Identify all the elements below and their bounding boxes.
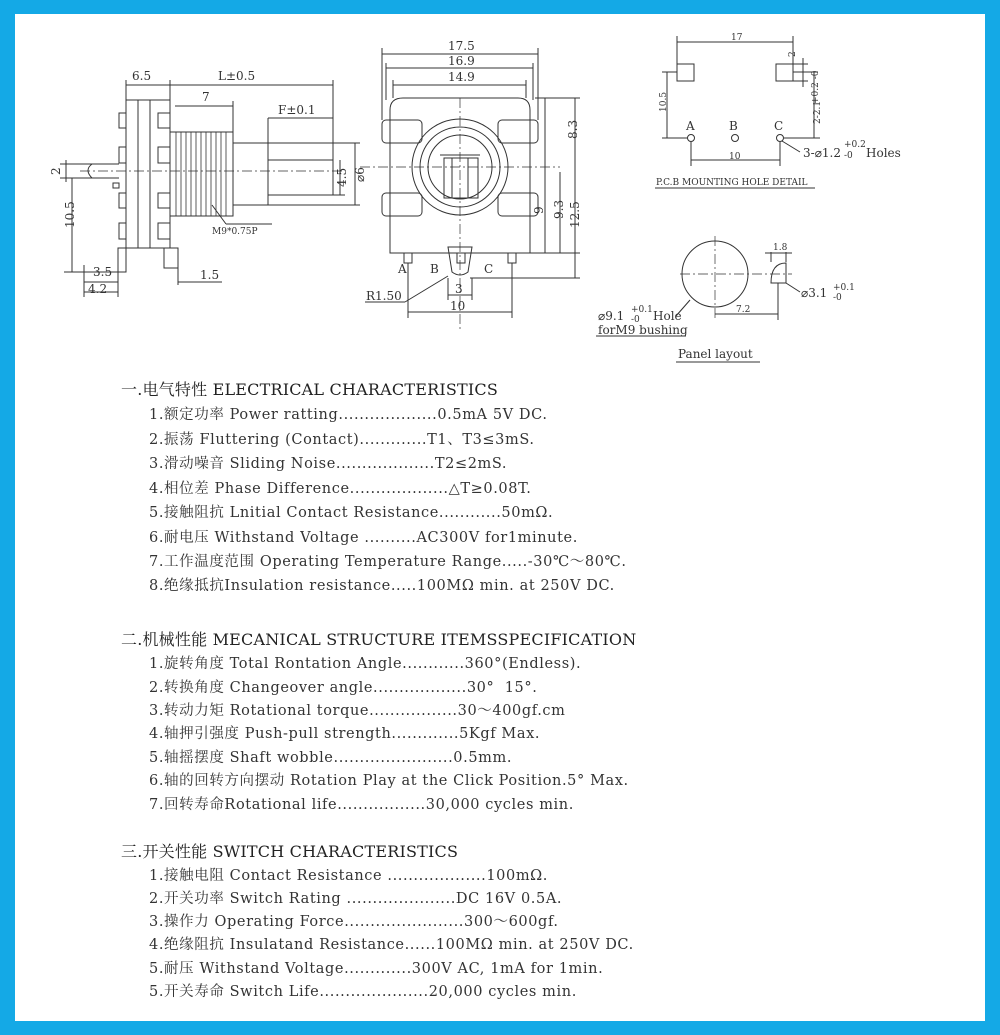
dim-3-5: 3.5 bbox=[93, 265, 113, 279]
dim-8-3: 8.3 bbox=[566, 119, 580, 139]
spec-row: 1.旋转角度 Total Rontation Angle............360°(Endless). bbox=[149, 656, 582, 672]
panel-layout bbox=[596, 236, 800, 362]
pcb-title: P.C.B MOUNTING HOLE DETAIL bbox=[656, 178, 808, 188]
dim-r1-50: R1.50 bbox=[366, 289, 402, 303]
dim-phi6: ⌀6 bbox=[353, 167, 367, 182]
dim-1-5: 1.5 bbox=[200, 268, 220, 282]
spec-row: 3.滑动噪音 Sliding Noise...................T2≤2mS. bbox=[149, 456, 508, 472]
spec-row: 4.轴押引强度 Push-pull strength.............5Kgf Max. bbox=[149, 726, 541, 742]
spec-row: 6.耐电压 Withstand Voltage ..........AC300V for1minute. bbox=[149, 530, 578, 546]
dim-10: 10 bbox=[450, 299, 466, 313]
dim-7: 7 bbox=[202, 90, 210, 104]
spec-row: 7.回转寿命Rotational life.................30,000 cycles min. bbox=[149, 797, 574, 813]
dim-4-5: 4.5 bbox=[335, 167, 349, 187]
dim-l: L±0.5 bbox=[218, 69, 256, 83]
thread-label: M9*0.75P bbox=[212, 227, 258, 237]
technical-drawing bbox=[0, 0, 1000, 370]
section-heading: 一.电气特性 ELECTRICAL CHARACTERISTICS bbox=[121, 380, 499, 399]
spec-row: 6.轴的回转方向摆动 Rotation Play at the Click Position.5° Max. bbox=[149, 773, 629, 789]
pcb-holes-tol-down: -0 bbox=[844, 151, 853, 161]
dim-3: 3 bbox=[455, 282, 463, 296]
pcb-holes-suffix: Holes bbox=[866, 146, 901, 160]
spec-row: 3.转动力矩 Rotational torque.................30～400gf.cm bbox=[149, 703, 566, 719]
panel-hole-suffix: Hole bbox=[653, 309, 682, 323]
spec-row: 2.开关功率 Switch Rating .....................DC 16V 0.5A. bbox=[149, 891, 563, 907]
spec-row: 8.绝缘抵抗Insulation resistance.....100MΩ min. at 250V DC. bbox=[149, 578, 615, 594]
pin-c: C bbox=[484, 262, 494, 276]
pcb-holes: 3-⌀1.2 bbox=[803, 146, 841, 160]
dim-12-5: 12.5 bbox=[568, 201, 582, 228]
pcb-detail bbox=[655, 36, 820, 188]
section-heading: 二.机械性能 MECANICAL STRUCTURE ITEMSSPECIFICATION bbox=[121, 630, 637, 649]
front-view bbox=[360, 48, 580, 330]
pin-b: B bbox=[430, 262, 439, 276]
dim-2: 2 bbox=[49, 167, 63, 175]
spec-row: 7.工作温度范围 Operating Temperature Range.....-30℃～80℃. bbox=[149, 554, 627, 570]
panel-hole-label-2: forM9 bushing bbox=[598, 323, 688, 337]
spec-row: 1.接触电阻 Contact Resistance ...................100mΩ. bbox=[149, 868, 549, 884]
panel-dim-1-8: 1.8 bbox=[773, 243, 788, 253]
spec-row: 5.耐压 Withstand Voltage.............300V AC, 1mA for 1min. bbox=[149, 961, 604, 977]
pcb-dim-tol: +0.2 -0 bbox=[811, 70, 821, 104]
dim-f: F±0.1 bbox=[278, 103, 316, 117]
spec-row: 5.开关寿命 Switch Life.....................20,000 cycles min. bbox=[149, 984, 577, 1000]
spec-row: 4.相位差 Phase Difference...................△T≥0.08T. bbox=[149, 481, 532, 497]
pcb-dim-2-2: 2-2.1 bbox=[813, 100, 823, 124]
dim-16-9: 16.9 bbox=[448, 54, 475, 68]
dim-6-5: 6.5 bbox=[132, 69, 152, 83]
spec-row: 1.额定功率 Power ratting...................0.5mA 5V DC. bbox=[149, 407, 548, 423]
panel-tol-down: -0 bbox=[833, 293, 842, 303]
panel-dim-phi3-1: ⌀3.1 bbox=[801, 286, 828, 300]
dim-4-2: 4.2 bbox=[88, 282, 108, 296]
pcb-pin-c: C bbox=[774, 119, 784, 133]
dim-10-5: 10.5 bbox=[63, 201, 77, 228]
section-heading: 三.开关性能 SWITCH CHARACTERISTICS bbox=[121, 842, 459, 861]
spec-row: 3.操作力 Operating Force.......................300～600gf. bbox=[149, 914, 559, 930]
pcb-dim-17: 17 bbox=[731, 33, 743, 43]
panel-hole-tol-up: +0.1 bbox=[631, 305, 653, 315]
pcb-holes-tol-up: +0.2 bbox=[844, 140, 866, 150]
dim-14-9: 14.9 bbox=[448, 70, 475, 84]
pin-a: A bbox=[398, 262, 407, 276]
pcb-dim-2: 2 bbox=[788, 51, 798, 57]
spec-row: 2.振荡 Fluttering (Contact).............T1、T3≤3mS. bbox=[149, 432, 535, 448]
dim-9-3: 9.3 bbox=[552, 199, 566, 219]
spec-row: 4.绝缘阻抗 Insulatand Resistance......100MΩ min. at 250V DC. bbox=[149, 937, 634, 953]
dim-17-5: 17.5 bbox=[448, 39, 475, 53]
panel-tol-up: +0.1 bbox=[833, 283, 855, 293]
panel-title: Panel layout bbox=[678, 347, 753, 361]
pcb-dim-10: 10 bbox=[729, 152, 741, 162]
pcb-pin-a: A bbox=[686, 119, 695, 133]
panel-dim-7-2: 7.2 bbox=[736, 305, 751, 315]
pcb-pin-b: B bbox=[729, 119, 738, 133]
spec-row: 5.接触阻抗 Lnitial Contact Resistance............50mΩ. bbox=[149, 505, 554, 521]
panel-hole-tol-down: -0 bbox=[631, 315, 640, 325]
spec-row: 5.轴摇摆度 Shaft wobble.......................0.5mm. bbox=[149, 750, 513, 766]
panel-hole-label: ⌀9.1 bbox=[598, 309, 625, 323]
pcb-dim-10-5: 10.5 bbox=[659, 91, 669, 112]
spec-row: 2.转换角度 Changeover angle..................30° 15°. bbox=[149, 680, 538, 696]
dim-9: 9 bbox=[532, 206, 546, 214]
